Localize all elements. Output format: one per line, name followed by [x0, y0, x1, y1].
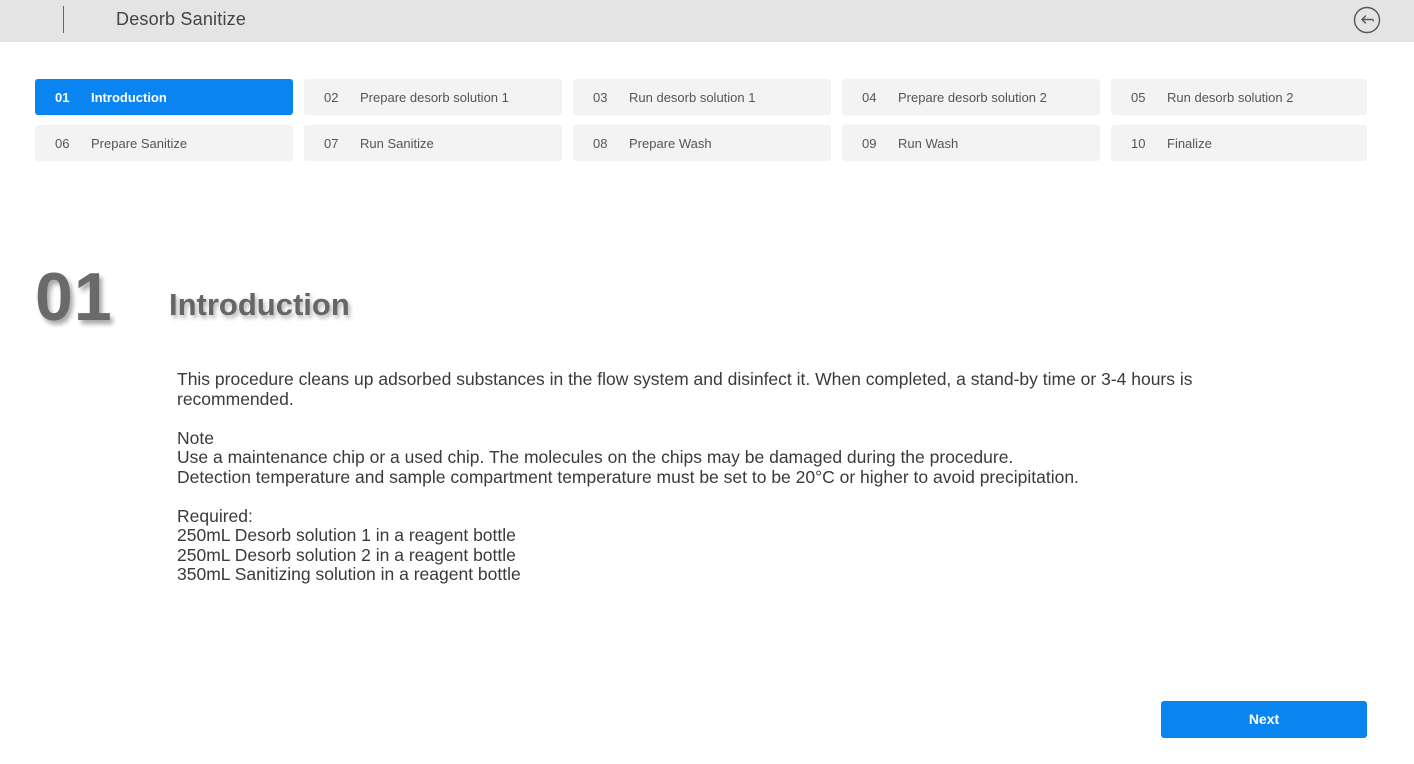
required-item: 250mL Desorb solution 1 in a reagent bottle: [177, 525, 516, 545]
header-divider: [63, 6, 64, 33]
step-label: Finalize: [1167, 136, 1212, 151]
step-number: 10: [1131, 136, 1146, 151]
required-item: 250mL Desorb solution 2 in a reagent bottle: [177, 544, 516, 565]
step-number: 08: [593, 136, 608, 151]
step-tab-05[interactable]: [1111, 79, 1367, 115]
step-number: 01: [55, 90, 70, 105]
note-heading: Note: [177, 427, 214, 448]
step-tab-02[interactable]: [304, 79, 562, 115]
step-label: Introduction: [91, 90, 167, 105]
step-tab-07[interactable]: [304, 125, 562, 161]
step-number: 02: [324, 90, 339, 105]
back-arrow-circle-icon: [1353, 6, 1381, 34]
intro-paragraph: This procedure cleans up adsorbed substances in the flow system and disinfect it. When completed, a stand-by time or 3-4 hours is recommended.: [177, 369, 1193, 409]
instructions-text: [177, 370, 1277, 585]
note-line: Detection temperature and sample compartment temperature must be set to be 20°C or higher to avoid precipitation.: [177, 466, 1079, 487]
step-number: 05: [1131, 90, 1146, 105]
step-label: Run desorb solution 1: [629, 90, 756, 105]
step-label: Run Wash: [898, 136, 959, 151]
section-number: 01: [35, 259, 113, 335]
step-label: Prepare desorb solution 2: [898, 90, 1047, 105]
step-tab-10[interactable]: [1111, 125, 1367, 161]
step-label: Prepare desorb solution 1: [360, 90, 509, 105]
step-tab-08[interactable]: [573, 125, 831, 161]
step-tab-01[interactable]: [35, 79, 293, 115]
next-button[interactable]: Next: [1161, 701, 1367, 738]
step-label: Prepare Wash: [629, 136, 712, 151]
step-tab-09[interactable]: [842, 125, 1100, 161]
step-number: 09: [862, 136, 877, 151]
page-title: Desorb Sanitize: [116, 9, 247, 29]
back-button[interactable]: [1353, 6, 1381, 34]
note-line: Use a maintenance chip or a used chip. The molecules on the chips may be damaged during the procedure.: [177, 447, 1014, 467]
step-number: 04: [862, 90, 877, 105]
section-title: Introduction: [169, 287, 350, 322]
step-label: Run Sanitize: [360, 136, 434, 151]
step-tab-03[interactable]: [573, 79, 831, 115]
step-label: Prepare Sanitize: [91, 136, 188, 151]
step-tab-06[interactable]: [35, 125, 293, 161]
step-label: Run desorb solution 2: [1167, 90, 1294, 105]
step-number: 07: [324, 136, 339, 151]
required-item: 350mL Sanitizing solution in a reagent bottle: [177, 564, 521, 584]
step-number: 03: [593, 90, 608, 105]
step-number: 06: [55, 136, 70, 151]
header-bar: [0, 0, 1414, 42]
required-heading: Required:: [177, 505, 253, 526]
step-tab-04[interactable]: [842, 79, 1100, 115]
